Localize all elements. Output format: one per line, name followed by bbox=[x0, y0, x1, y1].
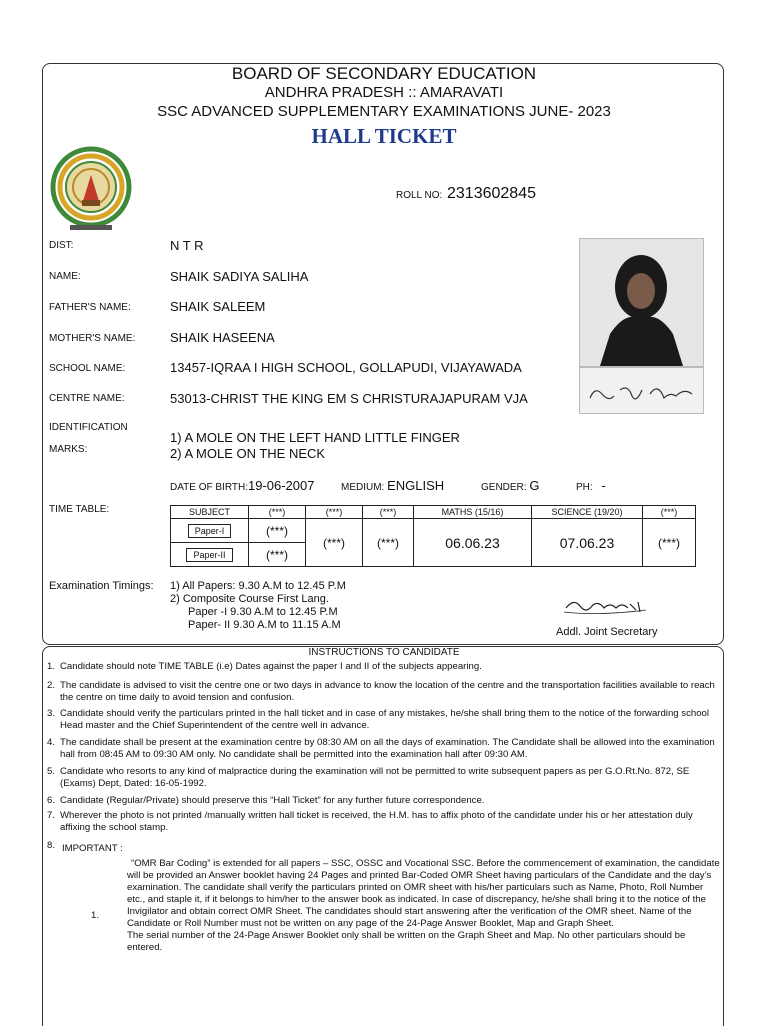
father-name-label: FATHER'S NAME: bbox=[49, 302, 131, 313]
instruction-text: Candidate (Regular/Private) should preserve this “Hall Ticket” for any further future correspondence. bbox=[60, 795, 485, 806]
name-label: NAME: bbox=[49, 271, 81, 282]
instruction-number: 3. bbox=[47, 708, 56, 719]
timing-line: Paper -I 9.30 A.M to 12.45 P.M bbox=[188, 606, 338, 618]
instruction-text: Candidate who resorts to any kind of malpractice during the examination will not be permitted to write subsequent papers as per G.O.Rt.No. 872, SE (Exams) Dept, Dated: 16-05-1992. bbox=[60, 766, 690, 789]
timetable-header: MATHS (15/16) bbox=[414, 506, 532, 519]
ph-row bbox=[576, 478, 606, 493]
hall-ticket-title: HALL TICKET bbox=[311, 124, 457, 148]
instruction-text: The candidate is advised to visit the centre one or two days in advance to know the location of the centre and the transportation facilities available to reach the centre on time daily to avoid tension and confusion. bbox=[60, 680, 715, 703]
instruction-number: 4. bbox=[47, 737, 56, 748]
candidate-photo bbox=[579, 238, 704, 367]
paper-2-cell bbox=[171, 543, 249, 567]
paper-1-cell bbox=[171, 519, 249, 543]
marks-label: MARKS: bbox=[49, 444, 88, 455]
science-date: 07.06.23 bbox=[532, 519, 643, 567]
paper-2-label: Paper-II bbox=[186, 548, 232, 562]
instruction-text: Candidate should verify the particulars printed in the hall ticket and in case of any mistakes, he/she shall bring them to the notice of the forwarding school Head master and the Chief Superintendent of the centre well in advance. bbox=[60, 708, 710, 731]
omr-instruction-text bbox=[127, 858, 722, 954]
subject3-date: (***) bbox=[363, 519, 414, 567]
timetable-header: (***) bbox=[249, 506, 306, 519]
timetable-label: TIME TABLE: bbox=[49, 504, 110, 515]
instruction-number: 5. bbox=[47, 766, 56, 777]
secretary-signature bbox=[560, 592, 650, 618]
instruction-text: Wherever the photo is not printed /manually written hall ticket is received, the H.M. has to affix photo of the candidate under his or her attestation duly affixing the school stamp. bbox=[60, 810, 693, 833]
instruction-number: 7. bbox=[47, 810, 56, 821]
school-name-value: 13457-IQRAA I HIGH SCHOOL, GOLLAPUDI, VIJAYAWADA bbox=[170, 360, 522, 375]
omr-instruction-paragraph-2: The serial number of the 24-Page Answer Booklet only shall be written on the Graph Sheet and Map. No other particulars should be entered. bbox=[127, 930, 686, 953]
timing-line: 2) Composite Course First Lang. bbox=[170, 593, 329, 605]
ap-government-seal-icon bbox=[50, 145, 132, 233]
name-value: SHAIK SADIYA SALIHA bbox=[170, 269, 309, 284]
instruction-number: 1. bbox=[47, 661, 56, 672]
subject2-date: (***) bbox=[306, 519, 363, 567]
instruction-text: Candidate should note TIME TABLE (i.e) Dates against the paper I and II of the subjects appearing. bbox=[60, 661, 482, 672]
dist-value: N T R bbox=[170, 238, 204, 253]
timetable-header: SCIENCE (19/20) bbox=[532, 506, 643, 519]
medium-row bbox=[341, 478, 444, 493]
ph-value: - bbox=[601, 478, 606, 493]
candidate-signature bbox=[579, 367, 704, 414]
dob-value: 19-06-2007 bbox=[247, 478, 315, 493]
identification-mark-1: 1) A MOLE ON THE LEFT HAND LITTLE FINGER bbox=[170, 430, 460, 445]
instructions-title: INSTRUCTIONS TO CANDIDATE bbox=[308, 647, 460, 658]
timetable-header: (***) bbox=[363, 506, 414, 519]
state-title: ANDHRA PRADESH :: AMARAVATI bbox=[264, 84, 504, 101]
gender-row bbox=[481, 478, 539, 493]
centre-name-label: CENTRE NAME: bbox=[49, 393, 125, 404]
instruction-text: The candidate shall be present at the examination centre by 08:30 AM on all the days of examination. The Candidate shall be allowed into the examination hall from 08:45 AM to 09:30 AM only. No candidate shall be permitted into the examination hall after 09:30 AM. bbox=[60, 737, 715, 760]
subject6-date: (***) bbox=[643, 519, 696, 567]
mother-name-label: MOTHER'S NAME: bbox=[49, 333, 136, 344]
identification-mark-2: 2) A MOLE ON THE NECK bbox=[170, 446, 326, 461]
omr-instruction-paragraph: “OMR Bar Coding” is extended for all papers – SSC, OSSC and Vocational SSC. Before the commencement of examination, the candidate will be provided an Answer booklet having 24 Pages and printed Bar-Coded OMR Sheet having particulars of the Candidate and the day’s examination. The candidate shall verify the particulars printed on OMR sheet with his/her particulars such as Name, Photo, Roll Number etc., and staple it, if it belongs to him/her to the answer book as indicated. In case of discrepancy, he/she shall bring it to the notice of the Invigilator and obtain correct OMR Sheet. The candidates should start answering after the verification of the OMR sheet. Name of the Candidate or Roll Number must not be written on any page of the 24-Page Answer Booklet, Map and Graph Sheet. bbox=[127, 858, 720, 929]
instruction-number: 2. bbox=[47, 680, 56, 691]
timing-line: Paper- II 9.30 A.M to 11.15 A.M bbox=[188, 619, 341, 631]
medium-label: MEDIUM: bbox=[341, 482, 385, 493]
gender-value: G bbox=[529, 478, 540, 493]
school-name-label: SCHOOL NAME: bbox=[49, 363, 126, 374]
exam-timings-list bbox=[170, 580, 346, 632]
timing-line: 1) All Papers: 9.30 A.M to 12.45 P.M bbox=[170, 580, 346, 592]
exam-title: SSC ADVANCED SUPPLEMENTARY EXAMINATIONS JUNE- 2023 bbox=[157, 103, 611, 120]
centre-name-value: 53013-CHRIST THE KING EM S CHRISTURAJAPURAM VJA bbox=[170, 391, 528, 406]
paper-1-subject1: (***) bbox=[249, 519, 306, 543]
dist-label: DIST: bbox=[49, 240, 74, 251]
identification-label: IDENTIFICATION bbox=[49, 422, 128, 433]
roll-number-label: ROLL NO: bbox=[396, 190, 443, 201]
timetable-header: (***) bbox=[306, 506, 363, 519]
father-name-value: SHAIK SALEEM bbox=[170, 299, 266, 314]
dob-row bbox=[170, 478, 314, 493]
gender-label: GENDER: bbox=[481, 482, 527, 493]
timetable-header: (***) bbox=[643, 506, 696, 519]
maths-date: 06.06.23 bbox=[414, 519, 532, 567]
paper-1-label: Paper-I bbox=[188, 524, 232, 538]
mother-name-value: SHAIK HASEENA bbox=[170, 330, 275, 345]
paper-2-subject1: (***) bbox=[249, 543, 306, 567]
instruction-number: 6. bbox=[47, 795, 56, 806]
roll-number-value: 2313602845 bbox=[447, 185, 536, 202]
instruction-number: 8. bbox=[47, 840, 56, 851]
timetable bbox=[170, 505, 696, 567]
ph-label: PH: bbox=[576, 482, 593, 493]
exam-timings-label: Examination Timings: bbox=[49, 580, 154, 592]
signatory-title: Addl. Joint Secretary bbox=[556, 626, 658, 638]
important-label: IMPORTANT : bbox=[62, 843, 123, 854]
medium-value: ENGLISH bbox=[387, 478, 445, 493]
timetable-header: SUBJECT bbox=[171, 506, 249, 519]
dob-label: DATE OF BIRTH: bbox=[170, 482, 248, 493]
sub-instruction-number: 1. bbox=[91, 910, 100, 921]
board-title: BOARD OF SECONDARY EDUCATION bbox=[231, 64, 537, 83]
